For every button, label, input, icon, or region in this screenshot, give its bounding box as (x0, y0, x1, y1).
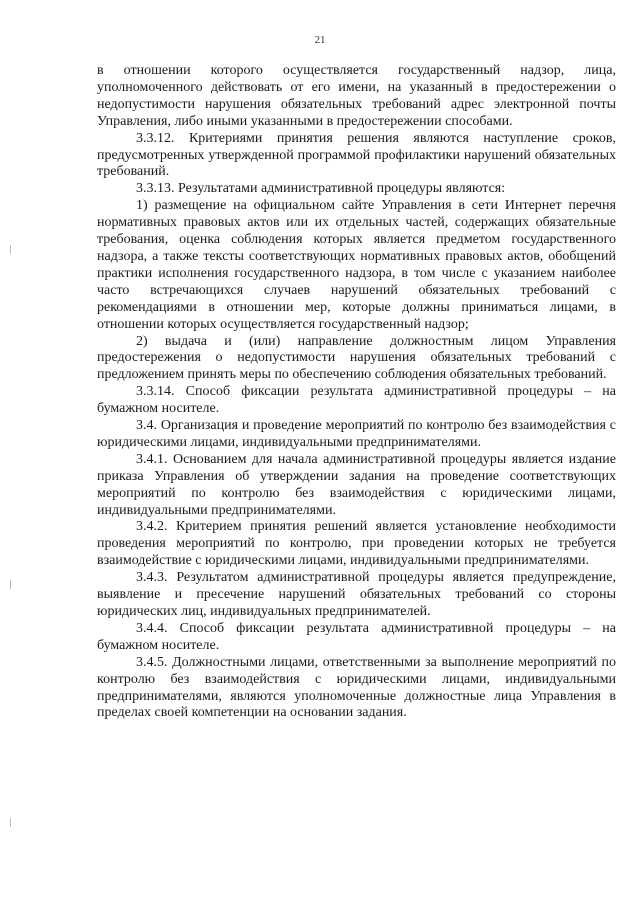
document-body (97, 63, 616, 722)
list-item-2: 2) выдача и (или) направление должностным лицом Управления предостережения о недопустимости нарушения обязательных требований с предложением принять меры по обеспечению соблюдения обязательных требований. (97, 333, 616, 383)
paragraph-3-4-1: 3.4.1. Основанием для начала административной процедуры является издание приказа Управления об утверждении задания на проведение соответствующих мероприятий по контролю без взаимодействия с юридическими лицами, индивидуальными предпринимателями. (97, 451, 616, 518)
scan-margin-mark (10, 818, 11, 827)
paragraph-3-4-5: 3.4.5. Должностными лицами, ответственными за выполнение мероприятий по контролю без взаимодействия с юридическими лицами, индивидуальными предпринимателями, являются уполномоченные должностные лица Управления в пределах своей компетенции на основании задания. (97, 654, 616, 721)
paragraph-3-4-3: 3.4.3. Результатом административной процедуры является предупреждение, выявление и пресечение нарушений обязательных требований со стороны юридических лиц, индивидуальных предпринимателей. (97, 570, 616, 619)
list-item-1: 1) размещение на официальном сайте Управления в сети Интернет перечня нормативных правовых актов или их отдельных частей, содержащих обязательные требования, оценка соблюдения которых является предметом государственного надзора, а также тексты соответствующих нормативных правовых актов, обобщений практики исполнения государственного надзора, в том числе с указанием наиболее часто встречающихся случаев нарушений обязательных требований с рекомендациями в отношении мер, которые должны приниматься лицами, в отношении которых осуществляется государственный надзор; (97, 198, 616, 332)
paragraph-continuation: в отношении которого осуществляется государственный надзор, лица, уполномоченного действовать от его имени, на указанный в предостережении о недопустимости нарушения обязательных требований адрес электронной почты Управления, либо иными указанными в предостережении способами. (97, 63, 616, 129)
paragraph-3-3-13: 3.3.13. Результатами административной процедуры являются: (136, 181, 506, 197)
scan-margin-mark (10, 245, 11, 254)
paragraph-3-4-2: 3.4.2. Критерием принятия решений является установление необходимости проведения мероприятий по контролю, при проведении которых не требуется взаимодействие с юридическими лицами, индивидуальными предпринимателями. (97, 519, 616, 569)
paragraph-3-3-12: 3.3.12. Критериями принятия решения являются наступление сроков, предусмотренных утвержденной программой профилактики нарушений обязательных требований. (97, 130, 616, 180)
paragraph-3-3-14: 3.3.14. Способ фиксации результата административной процедуры – на бумажном носителе. (97, 384, 616, 417)
paragraph-3-4: 3.4. Организация и проведение мероприятий по контролю без взаимодействия с юридическими лицами, индивидуальными предпринимателями. (97, 418, 616, 450)
paragraph-3-4-4: 3.4.4. Способ фиксации результата административной процедуры – на бумажном носителе. (97, 620, 616, 653)
scan-margin-mark (10, 580, 11, 589)
page-number: 21 (314, 34, 326, 46)
